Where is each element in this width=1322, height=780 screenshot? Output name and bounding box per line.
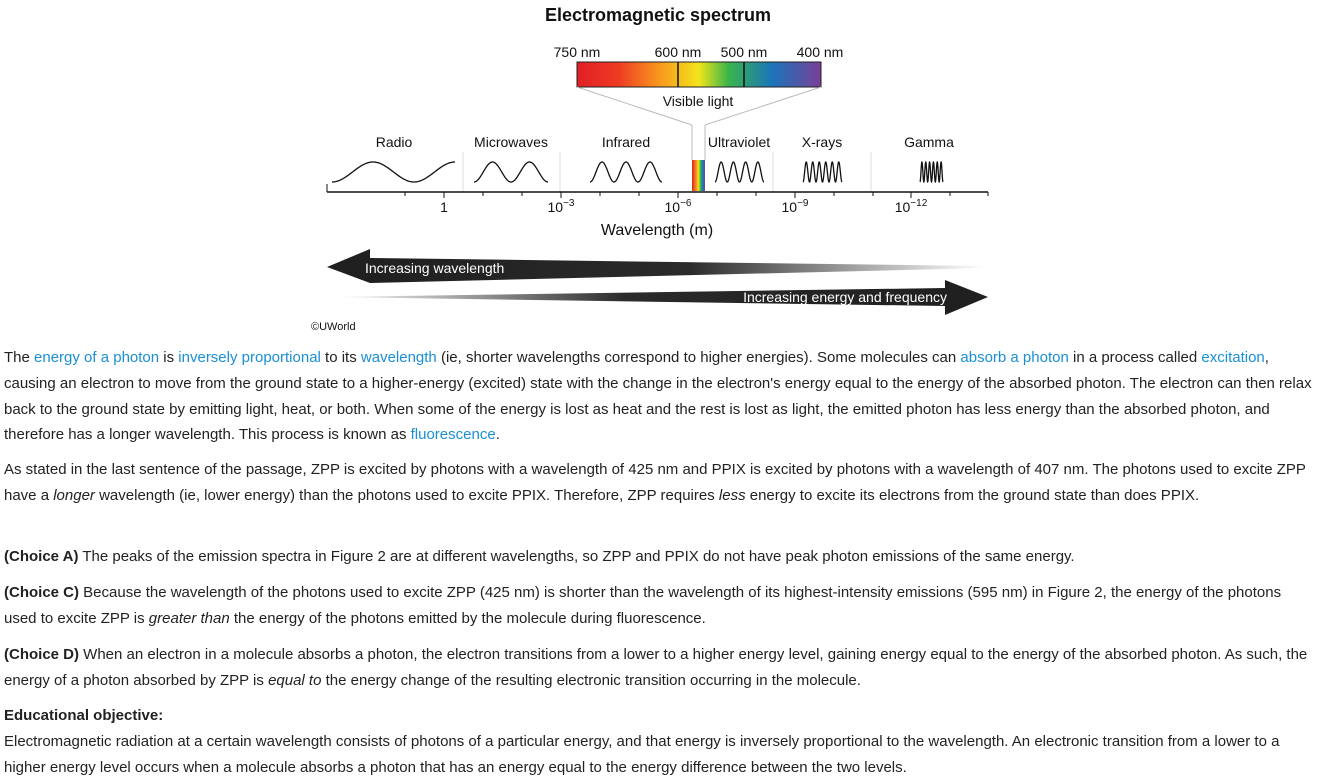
microwave-wave [474, 162, 548, 182]
choice-d-label: (Choice D) [4, 646, 79, 663]
link-inversely-proportional[interactable]: inversely proportional [178, 349, 321, 366]
tick-label-1e-3: $10^{-3}$ [547, 198, 575, 215]
copyright-label: ©UWorld [311, 321, 356, 333]
visible-strip [692, 160, 705, 191]
nm-label-500: 500 nm [720, 44, 768, 60]
nm-label-600: 600 nm [654, 44, 702, 60]
ultraviolet-wave [715, 162, 764, 182]
visible-light-label: Visible light [662, 93, 734, 109]
objective-heading: Educational objective: [4, 707, 164, 724]
arrow-energy-label: Increasing energy and frequency [743, 289, 947, 305]
choice-d-explanation: (Choice D) When an electron in a molecule absorbs a photon, the electron transitions from a lower to a higher energy level, gaining energy equal to the energy of the absorbed photon. As such, the energy of a photon absorbed by ZPP is equal to the energy change of the resulting electronic transition occurring in the molecule. [4, 646, 1308, 689]
gamma-wave [920, 162, 943, 182]
region-infrared: Infrared [601, 134, 651, 150]
link-energy-of-a-photon[interactable]: energy of a photon [34, 349, 160, 366]
educational-objective [4, 703, 1316, 780]
link-absorb-a-photon[interactable]: absorb a photon [960, 349, 1069, 366]
tick-label-1e-12: $10^{-12}$ [894, 198, 928, 215]
axis-label: Wavelength (m) [600, 222, 714, 239]
visible-spectrum-bar [577, 62, 821, 87]
choice-c-explanation: (Choice C) Because the wavelength of the photons used to excite ZPP (425 nm) is shorter than the wavelength of its highest-intensity emissions (595 nm) in Figure 2, the energy of the photons used to excite ZPP is greater than the energy of the photons emitted by the molecule during fluorescence. [4, 584, 1282, 627]
nm-label-750: 750 nm [553, 44, 601, 60]
arrow-wavelength-label: Increasing wavelength [365, 260, 505, 276]
tick-label-1e-6: $10^{-6}$ [664, 198, 692, 215]
choice-a-label: (Choice A) [4, 548, 79, 565]
region-x-rays: X-rays [801, 134, 843, 150]
region-ultraviolet: Ultraviolet [707, 134, 771, 150]
choice-c-label: (Choice C) [4, 584, 79, 601]
tick-label-1: 1 [440, 199, 448, 215]
region-microwaves: Microwaves [474, 134, 548, 150]
link-excitation[interactable]: excitation [1201, 349, 1265, 366]
choice-a-explanation: (Choice A) The peaks of the emission spectra in Figure 2 are at different wavelengths, so ZPP and PPIX do not have peak photon emissions of the same energy. [4, 548, 1075, 565]
infrared-wave [590, 162, 662, 182]
nm-label-400: 400 nm [796, 44, 844, 60]
link-wavelength[interactable]: wavelength [360, 349, 437, 366]
axis-tick-marks [327, 184, 988, 198]
radio-wave [332, 162, 455, 182]
em-spectrum-figure [0, 0, 1322, 340]
x-ray-wave [803, 162, 842, 182]
figure-title: Electromagnetic spectrum [544, 5, 772, 25]
link-fluorescence[interactable]: fluorescence [410, 426, 496, 444]
explanation-paragraph-1: The energy of a photon is inversely proportional to its wavelength (ie, shorter wavelengths correspond to higher energies). Some molecules can absorb a photon in a process called excitation, causing an electron to move from the ground state to a higher-energy (excited) state with the change in the electron's energy equal to the energy of the absorbed photon. The electron can then relax back to the ground state by emitting light, heat, or both. When some of the energy is lost as heat and the rest is lost as light, the emitted photon has less energy than the absorbed photon, and therefore has a longer wavelength. This process is known as fluorescence. [4, 349, 1312, 444]
region-separators [463, 152, 871, 192]
region-radio: Radio [375, 134, 413, 150]
tick-label-1e-9: $10^{-9}$ [781, 198, 809, 215]
explanation-paragraph-2: As stated in the last sentence of the passage, ZPP is excited by photons with a wavelength of 425 nm and PPIX is excited by photons with a wavelength of 407 nm. The photons used to excite ZPP have a longer wavelength (ie, lower energy) than the photons used to excite PPIX. Therefore, ZPP requires less energy to excite its electrons from the ground state than does PPIX. [4, 461, 1306, 504]
region-gamma: Gamma [904, 134, 954, 150]
objective-text: Electromagnetic radiation at a certain wavelength consists of photons of a particular energy, and that energy is inversely proportional to the wavelength. An electronic transition from a lower to a higher energy level occurs when a molecule absorbs a photon that has an energy equal to the energy difference between the two levels. [4, 732, 1280, 776]
